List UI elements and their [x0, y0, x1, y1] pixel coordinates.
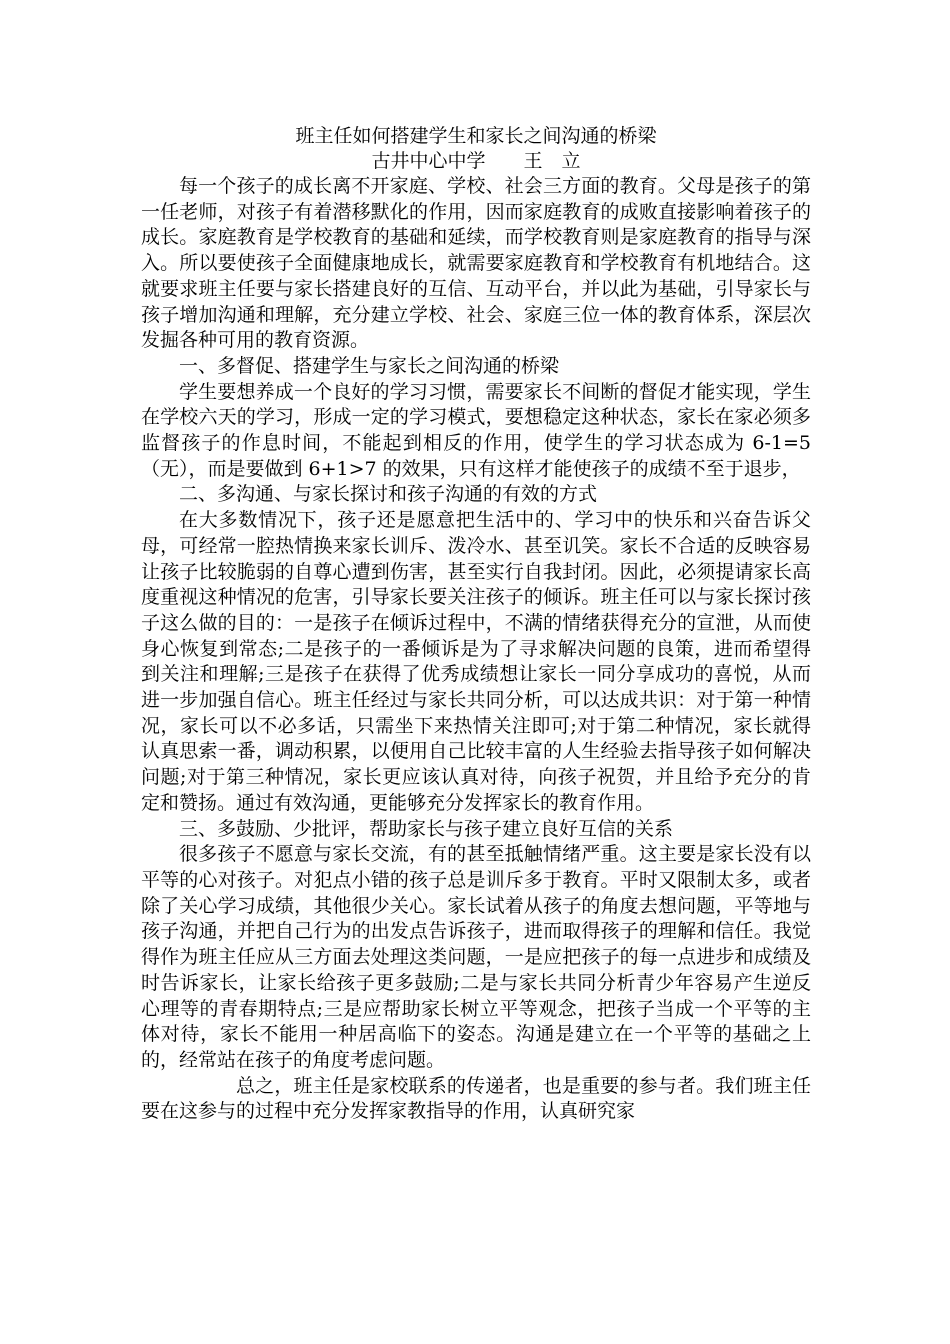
- section-2-heading: 二、多沟通、与家长探讨和孩子沟通的有效的方式: [179, 483, 598, 506]
- section-3-heading: 三、多鼓励、少批评，帮助家长与孩子建立良好互信的关系: [179, 817, 674, 840]
- document-title: 班主任如何搭建学生和家长之间沟通的桥梁: [295, 125, 657, 147]
- section-3-paragraph: 很多孩子不愿意与家长交流，有的甚至抵触情绪严重。这主要是家长没有以平等的心对孩子。对犯点小错的孩子总是训斥多于教育。平时又限制太多，或者除了关心学习成绩，其他很少关心。家长试着从孩子的角度去想问题，平等地与孩子沟通，并把自己行为的出发点告诉孩子，进而取得孩子的理解和信任。我觉得作为班主任应从三方面去处理这类问题，一是应把孩子的每一点进步和成绩及时告诉家长，让家长给孩子更多鼓励;二是与家长共同分析青少年容易产生逆反心理等的青春期特点;三是应帮助家长树立平等观念，把孩子当成一个平等的主体对待，家长不能用一种居高临下的姿态。沟通是建立在一个平等的基础之上的，经常站在孩子的角度考虑问题。: [141, 843, 811, 1071]
- section-1-heading: 一、多督促、搭建学生与家长之间沟通的桥梁: [179, 354, 560, 377]
- conclusion-paragraph: 总之，班主任是家校联系的传递者，也是重要的参与者。我们班主任要在这参与的过程中充分发挥家教指导的作用，认真研究家: [141, 1074, 811, 1123]
- section-1-paragraph: 学生要想养成一个良好的学习习惯，需要家长不间断的督促才能实现，学生在学校六天的学习，形成一定的学习模式，要想稳定这种状态，家长在家必须多监督孩子的作息时间，不能起到相反的作用，使学生的学习状态成为 6-1=5（无），而是要做到 6+1>7 的效果，只有这样才能使孩子的成绩不至于退步，: [141, 380, 811, 480]
- author-line: 古井中心中学 王 立: [371, 150, 581, 172]
- intro-paragraph: 每一个孩子的成长离不开家庭、学校、社会三方面的教育。父母是孩子的第一任老师，对孩子有着潜移默化的作用，因而家庭教育的成败直接影响着孩子的成长。家庭教育是学校教育的基础和延续，而学校教育则是家庭教育的指导与深入。所以要使孩子全面健康地成长，就需要家庭教育和学校教育有机地结合。这就要求班主任要与家长搭建良好的互信、互动平台，并以此为基础，引导家长与孩子增加沟通和理解，充分建立学校、社会、家庭三位一体的教育体系，深层次发掘各种可用的教育资源。: [141, 175, 811, 352]
- section-2-paragraph: 在大多数情况下，孩子还是愿意把生活中的、学习中的快乐和兴奋告诉父母，可经常一腔热情换来家长训斥、泼冷水、甚至讥笑。家长不合适的反映容易让孩子比较脆弱的自尊心遭到伤害，甚至实行自我封闭。因此，必须提请家长高度重视这种情况的危害，引导家长要关注孩子的倾诉。班主任可以与家长探讨孩子这么做的目的：一是孩子在倾诉过程中，不满的情绪获得充分的宣泄，从而使身心恢复到常态;二是孩子的一番倾诉是为了寻求解决问题的良策，进而希望得到关注和理解;三是孩子在获得了优秀成绩想让家长一同分享成功的喜悦，从而进一步加强自信心。班主任经过与家长共同分析，可以达成共识：对于第一种情况，家长可以不必多话，只需坐下来热情关注即可;对于第二种情况，家长就得认真思索一番，调动积累，以便用自己比较丰富的人生经验去指导孩子如何解决问题;对于第三种情况，家长更应该认真对待，向孩子祝贺，并且给予充分的肯定和赞扬。通过有效沟通，更能够充分发挥家长的教育作用。: [141, 509, 811, 814]
- document-page: [141, 124, 811, 1125]
